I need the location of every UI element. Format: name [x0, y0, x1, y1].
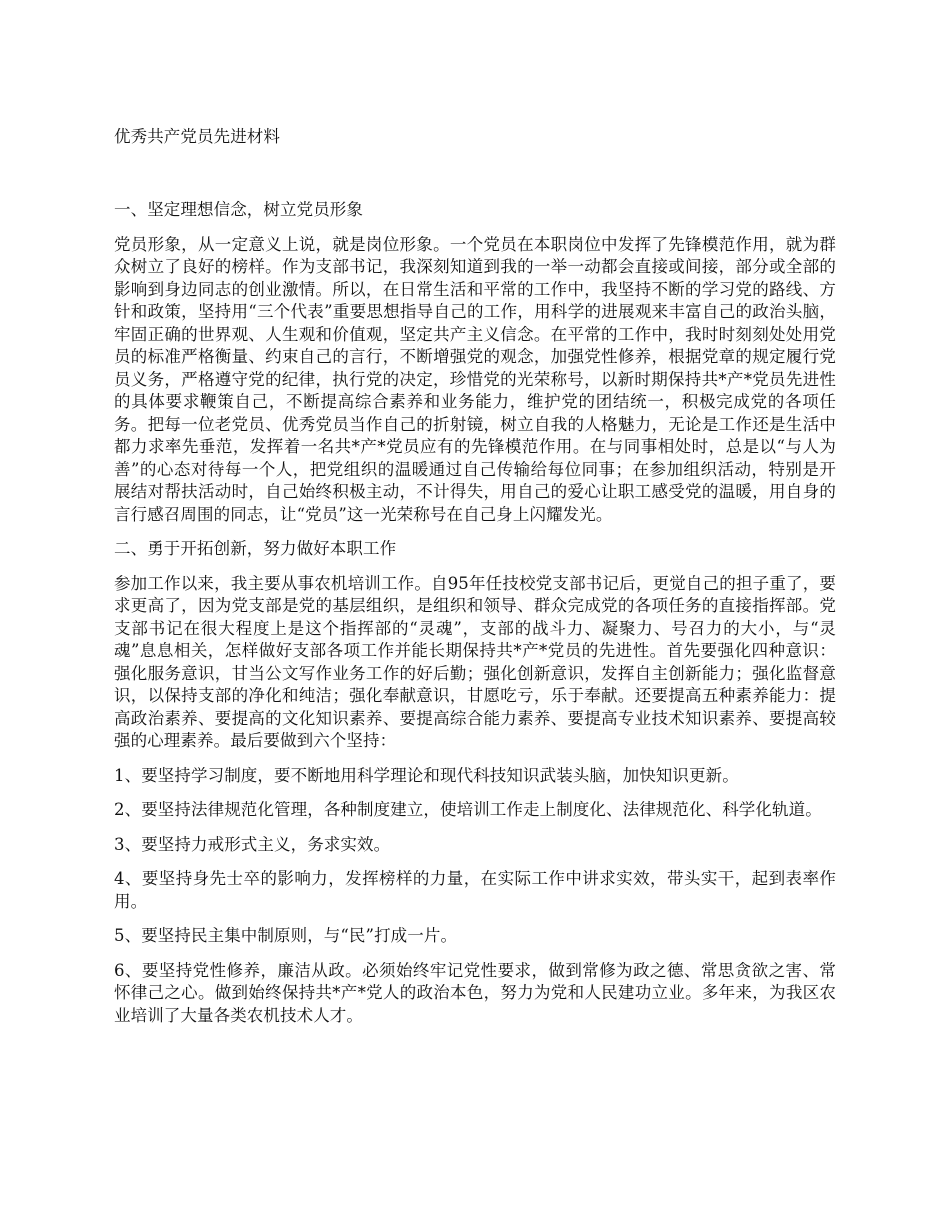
document-body [114, 199, 836, 1039]
list-item-5: 5、要坚持民主集中制原则，与“民”打成一片。 [114, 926, 458, 945]
list-item-4: 4、要坚持身先士卒的影响力，发挥榜样的力量，在实际工作中讲求实效，带头实干，起到表率作用。 [114, 869, 836, 911]
list-item-6: 6、要坚持党性修养，廉洁从政。必须始终牢记党性要求，做到常修为政之德、常思贪欲之害、常怀律己之心。做到始终保持共*产*党人的政治本色，努力为党和人民建功立业。多年来，为我区农业培训了大量各类农机技术人才。 [114, 960, 836, 1025]
section-heading-1: 一、坚定理想信念，树立党员形象 [114, 200, 363, 219]
list-item-1: 1、要坚持学习制度，要不断地用科学理论和现代科技知识武装头脑，加快知识更新。 [114, 765, 739, 785]
list-item-2: 2、要坚持法律规范化管理，各种制度建立，使培训工作走上制度化、法律规范化、科学化轨道。 [114, 800, 822, 819]
section-heading-2: 二、勇于开拓创新，努力做好本职工作 [114, 539, 397, 558]
section-paragraph-1: 党员形象，从一定意义上说，就是岗位形象。一个党员在本职岗位中发挥了先锋模范作用，就为群众树立了良好的榜样。作为支部书记，我深刻知道到我的一举一动都会直接或间接，部分或全部的影响到身边同志的创业激情。所以，在日常生活和平常的工作中，我坚持不断的学习党的路线、方针和政策，坚持用“三个代表”重要思想指导自己的工作，用科学的进展观来丰富自己的政治头脑，牢固正确的世界观、人生观和价值观，坚定共产主义信念。在平常的工作中，我时时刻刻处处用党员的标准严格衡量、约束自己的言行，不断增强党的观念，加强党性修养，根据党章的规定履行党员义务，严格遵守党的纪律，执行党的决定，珍惜党的光荣称号，以新时期保持共*产*党员先进性的具体要求鞭策自己，不断提高综合素养和业务能力，维护党的团结统一，积极完成党的各项任务。把每一位老党员、优秀党员当作自己的折射镜，树立自我的人格魅力，无论是工作还是生活中都力求率先垂范，发挥着一名共*产*党员应有的先锋模范作用。在与同事相处时，总是以“与人为善”的心态对待每一个人，把党组织的温暖通过自己传输给每位同事；在参加组织活动，特别是开展结对帮扶活动时，自己始终积极主动，不计得失，用自己的爱心让职工感受党的温暖，用自身的言行感召周围的同志，让“党员”这一光荣称号在自己身上闪耀发光。 [114, 234, 836, 524]
list-item-3: 3、要坚持力戒形式主义，务求实效。 [114, 834, 391, 854]
section-paragraph-2: 参加工作以来，我主要从事农机培训工作。自95年任技校党支部书记后，更觉自己的担子重了，要求更高了，因为党支部是党的基层组织，是组织和领导、群众完成党的各项任务的直接指挥部。党支部书记在很大程度上是这个指挥部的“灵魂”，支部的战斗力、凝聚力、号召力的大小，与“灵魂”息息相关，怎样做好支部各项工作并能长期保持共*产*党员的先进性。首先要强化四种意识：强化服务意识，甘当公文写作业务工作的好后勤；强化创新意识，发挥自主创新能力；强化监督意识，以保持支部的净化和纯洁；强化奉献意识，甘愿吃亏，乐于奉献。还要提高五种素养能力：提高政治素养、要提高的文化知识素养、要提高综合能力素养、要提高专业技术知识素养、要提高较强的心理素养。最后要做到六个坚持： [114, 573, 836, 750]
document-title: 优秀共产党员先进材料 [114, 127, 280, 146]
